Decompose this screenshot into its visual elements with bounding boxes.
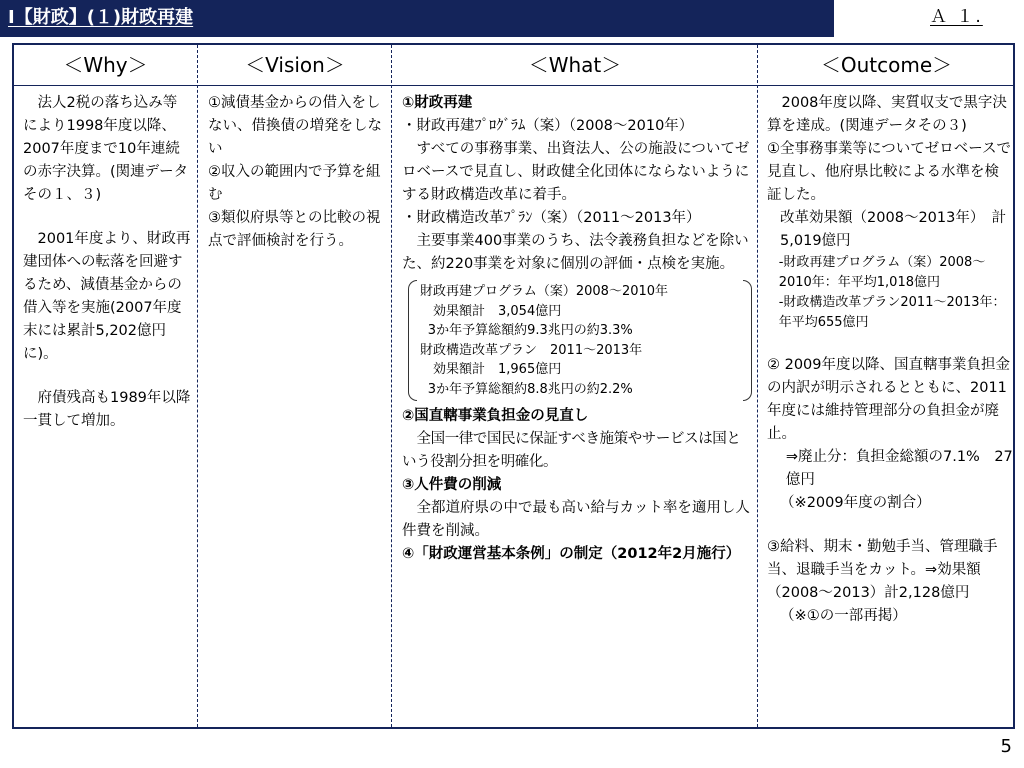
column-header-what: ＜What＞ — [528, 53, 622, 77]
box-line-3: 3か年予算総額約9.3兆円の約3.3% — [427, 323, 633, 338]
outcome-item-1-sub-1: -財政再建プログラム（案）2008～2010年：年平均1,018億円 — [778, 255, 986, 290]
outcome-intro: 2008年度以降、実質収支で黒字決算を達成。(関連データその３) — [767, 95, 1007, 134]
page-title: Ⅰ【財政】(１)財政再建 — [8, 7, 194, 28]
column-header-outcome: ＜Outcome＞ — [820, 53, 953, 77]
header-divider — [14, 85, 1013, 86]
what-plan-1: ・財政再建ﾌﾟﾛｸﾞﾗﾑ（案）（2008～2010年） — [402, 118, 694, 134]
why-paragraph-3: 府債残高も1989年以降一貫して増加。 — [23, 390, 191, 429]
column-divider-3 — [757, 45, 758, 727]
vision-cell — [208, 92, 384, 253]
content-table — [12, 43, 1015, 729]
column-divider-2 — [391, 45, 392, 727]
page-number: 5 — [1000, 736, 1012, 757]
what-plan-2: ・財政構造改革ﾌﾟﾗﾝ（案）（2011～2013年） — [402, 210, 701, 226]
what-heading-2: ②国直轄事業負担金の見直し — [402, 408, 589, 424]
what-heading-1: ①財政再建 — [402, 95, 473, 111]
title-bar — [0, 0, 834, 37]
box-line-5: 効果額計 1,965億円 — [433, 362, 562, 377]
outcome-item-1-sub-2: -財政構造改革プラン2011～2013年：年平均655億円 — [778, 295, 1006, 330]
why-cell — [23, 92, 191, 433]
outcome-item-3: ③給料、期末・勤勉手当、管理職手当、退職手当をカット。⇒効果額（2008～2013）計2,128億円 — [767, 539, 998, 601]
box-line-1: 財政再建プログラム（案）2008～2010年 — [420, 284, 669, 299]
vision-item-3: ③類似府県等との比較の視点で評価検討を行う。 — [208, 210, 381, 249]
outcome-item-2-effect: ⇒廃止分：負担金総額の7.1% 27億円 — [785, 449, 1013, 488]
what-heading-4: ④「財政運営基本条例」の制定（2012年2月施行） — [402, 546, 741, 562]
column-header-vision: ＜Vision＞ — [245, 53, 345, 77]
outcome-item-1: ①全事務事業等についてゼロベースで見直し、他府県比較による水準を検証した。 — [767, 141, 1011, 203]
effect-summary-box — [408, 280, 752, 401]
outcome-item-3-note: （※①の一部再掲） — [780, 608, 907, 624]
what-heading-3: ③人件費の削減 — [402, 477, 502, 493]
vision-item-1: ①減債基金からの借入をしない、借換債の増発をしない — [208, 95, 382, 157]
outcome-item-1-effect: 改革効果額（2008～2013年） 計5,019億円 — [780, 210, 1007, 249]
why-paragraph-1: 法人2税の落ち込み等により1998年度以降、2007年度まで10年連続の赤字決算。(関連データその１、３) — [23, 95, 189, 203]
outcome-item-2-note: （※2009年度の割合） — [780, 495, 931, 511]
what-heading-3-desc: 全都道府県の中で最も高い給与カット率を適用し人件費を削減。 — [402, 500, 750, 539]
why-paragraph-2: 2001年度より、財政再建団体への転落を回避するため、減債基金からの借入等を実施(2007年度末には累計5,202億円に)。 — [23, 231, 191, 362]
page-code: Ａ １. — [930, 7, 983, 27]
what-plan-1-desc: すべての事務事業、出資法人、公の施設についてゼロベースで見直し、財政健全化団体にならないようにする財政構造改革に着手。 — [402, 141, 750, 203]
box-line-2: 効果額計 3,054億円 — [433, 303, 562, 319]
outcome-cell — [767, 92, 1013, 628]
box-line-6: 3か年予算総額約8.8兆円の約2.2% — [427, 381, 633, 397]
outcome-item-2: ② 2009年度以降、国直轄事業負担金の内訳が明示されるとともに、2011年度には維持管理部分の負担金が廃止。 — [767, 357, 1011, 442]
vision-item-2: ②収入の範囲内で予算を組む — [208, 164, 381, 203]
what-plan-2-desc: 主要事業400事業のうち、法令義務負担などを除いた、約220事業を対象に個別の評価・点検を実施。 — [402, 233, 749, 272]
column-header-why: ＜Why＞ — [63, 53, 148, 77]
column-divider-1 — [197, 45, 198, 727]
what-heading-2-desc: 全国一律で国民に保証すべき施策やサービスは国という役割分担を明確化。 — [402, 431, 741, 470]
box-line-4: 財政構造改革プラン 2011～2013年 — [420, 342, 643, 358]
what-cell — [402, 92, 752, 566]
